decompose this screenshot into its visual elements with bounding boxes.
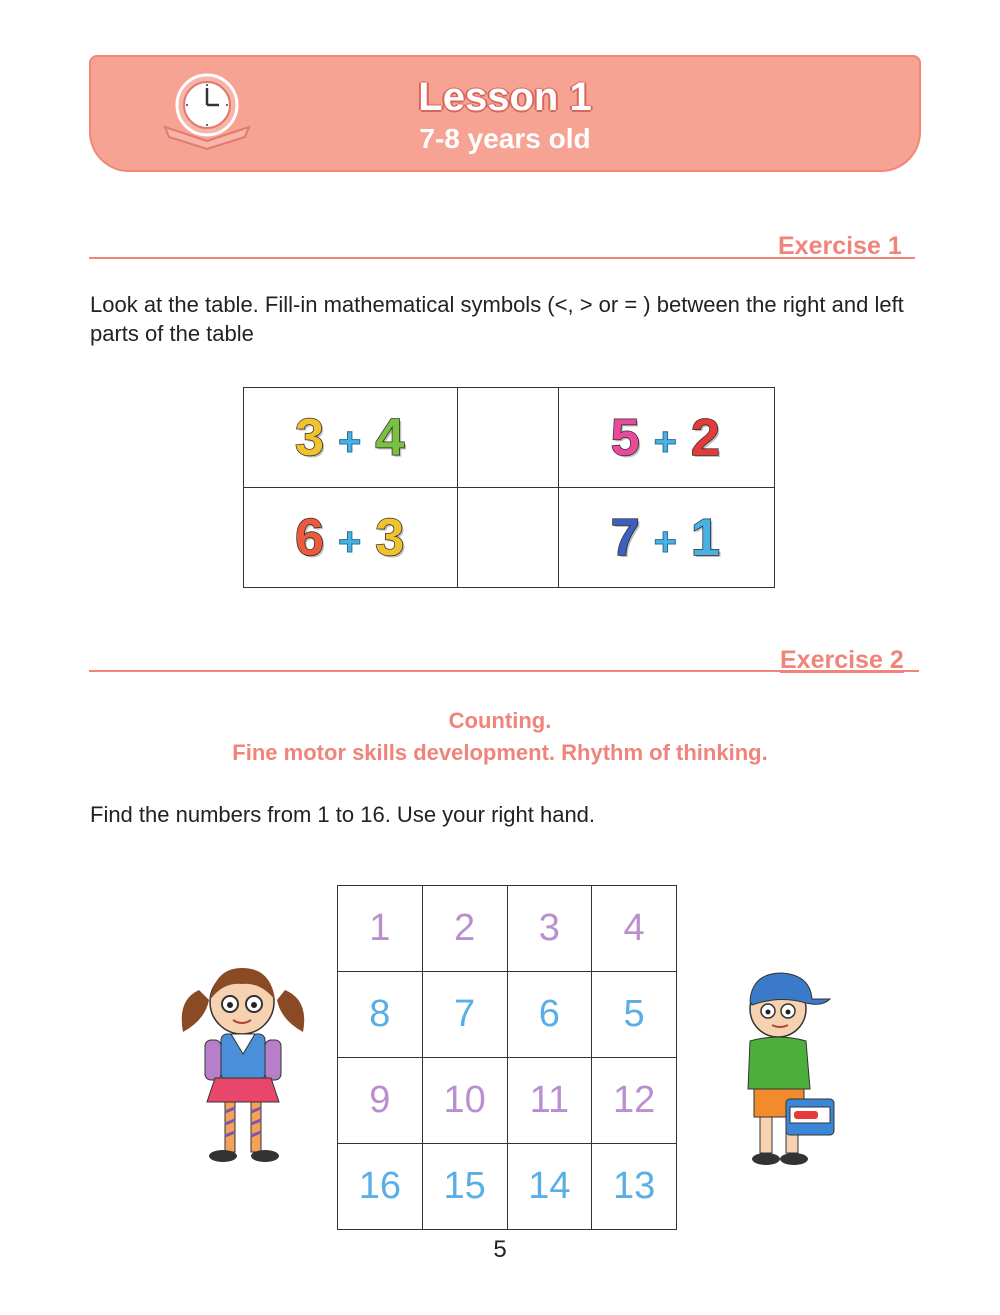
digit: 6 <box>295 508 326 567</box>
digit: 2 <box>691 408 722 467</box>
page-number: 5 <box>493 1236 507 1263</box>
plus-sign: + <box>653 519 680 564</box>
grid-cell[interactable]: 13 <box>592 1144 677 1230</box>
grid-cell[interactable]: 8 <box>338 972 423 1058</box>
digit: 3 <box>375 508 407 567</box>
exercise-1-label: Exercise 1 <box>778 232 902 260</box>
right-expression <box>558 488 774 588</box>
left-expression <box>244 488 458 588</box>
exercise-1-instruction: Look at the table. Fill-in mathematical symbols (<, > or = ) between the right and left parts of the table <box>90 292 904 346</box>
grid-row <box>338 886 677 972</box>
grid-cell[interactable]: 4 <box>592 886 677 972</box>
exercise-2-label: Exercise 2 <box>780 646 904 674</box>
grid-cell[interactable]: 14 <box>507 1144 592 1230</box>
grid-cell[interactable]: 10 <box>422 1058 507 1144</box>
plus-sign: + <box>653 419 680 464</box>
exercise-2-subtitle-1: Counting. <box>448 708 552 733</box>
grid-cell[interactable]: 11 <box>507 1058 592 1144</box>
answer-cell[interactable] <box>458 388 558 488</box>
grid-row <box>338 972 677 1058</box>
plus-sign: + <box>337 519 364 564</box>
boy-illustration <box>730 965 840 1170</box>
lesson-age: 7-8 years old <box>419 123 591 154</box>
exercise-2-instruction: Find the numbers from 1 to 16. Use your right hand. <box>90 802 596 827</box>
grid-cell[interactable]: 6 <box>507 972 592 1058</box>
grid-cell[interactable]: 12 <box>592 1058 677 1144</box>
grid-cell[interactable]: 15 <box>422 1144 507 1230</box>
grid-cell[interactable]: 2 <box>422 886 507 972</box>
grid-cell[interactable]: 3 <box>507 886 592 972</box>
digit: 4 <box>375 408 407 467</box>
grid-cell[interactable]: 9 <box>338 1058 423 1144</box>
exercise-2-subtitle-2: Fine motor skills development. Rhythm of thinking. <box>232 740 768 765</box>
number-grid <box>337 885 677 1230</box>
grid-row <box>338 1144 677 1230</box>
answer-cell[interactable] <box>458 488 558 588</box>
digit: 3 <box>295 408 326 467</box>
right-expression <box>558 388 774 488</box>
girl-illustration <box>175 960 315 1170</box>
grid-cell[interactable]: 7 <box>422 972 507 1058</box>
comparison-table <box>243 387 775 588</box>
lesson-banner <box>89 55 921 172</box>
left-expression <box>244 388 458 488</box>
grid-cell[interactable]: 1 <box>338 886 423 972</box>
plus-sign: + <box>337 419 364 464</box>
grid-cell[interactable]: 5 <box>592 972 677 1058</box>
table-row <box>244 488 775 588</box>
grid-row <box>338 1058 677 1144</box>
table-row <box>244 388 775 488</box>
digit: 5 <box>610 408 642 467</box>
digit: 7 <box>610 508 642 567</box>
digit: 1 <box>691 508 722 567</box>
grid-cell[interactable]: 16 <box>338 1144 423 1230</box>
lesson-title: Lesson 1 <box>418 75 592 119</box>
